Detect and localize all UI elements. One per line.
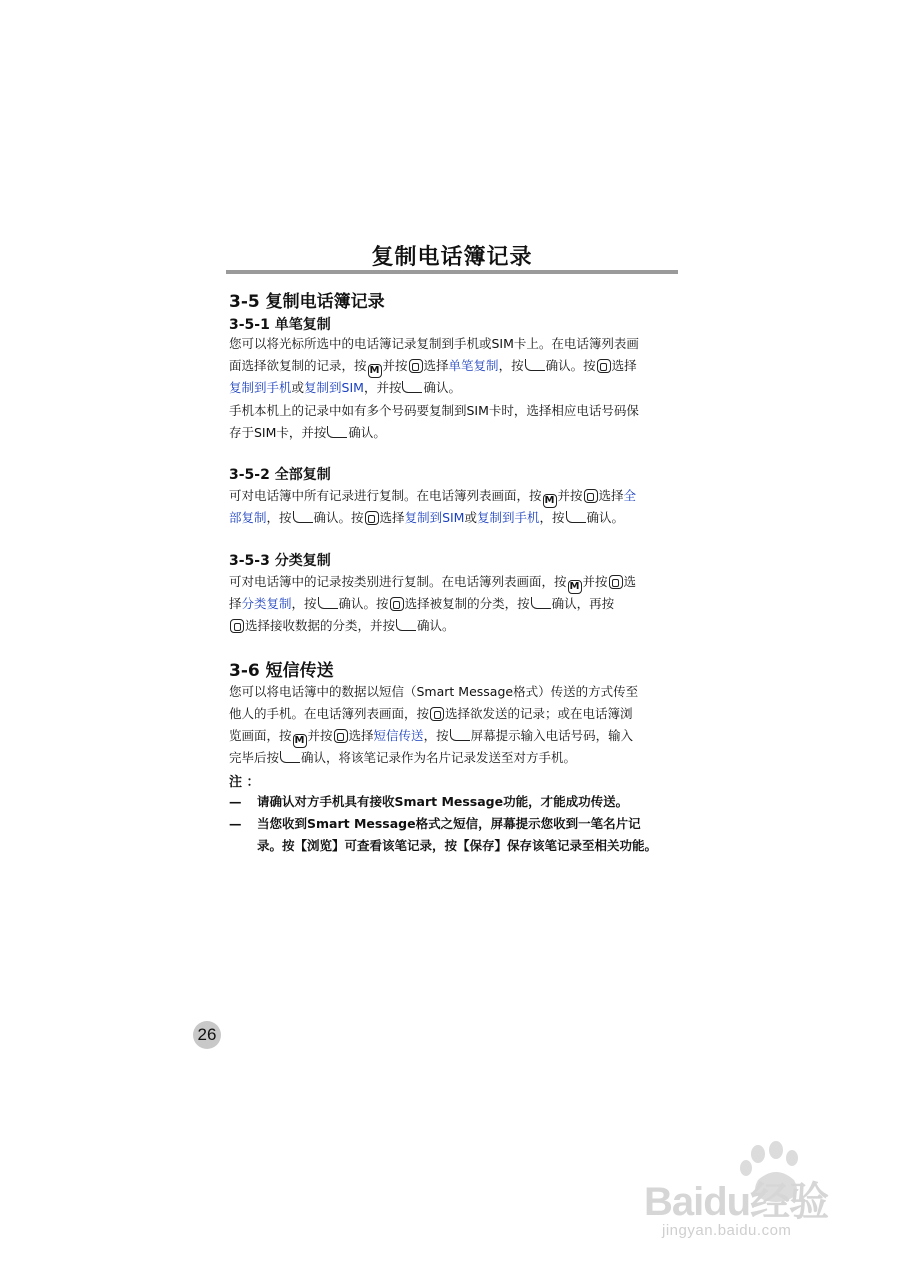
text-span: 确认。按	[545, 358, 596, 373]
text-line: 手机本机上的记录中如有多个号码要复制到SIM卡时，选择相应电话号码保	[229, 403, 639, 418]
text-span: 并按	[582, 574, 608, 589]
text-span: 择	[229, 596, 242, 611]
ok-key-icon	[409, 359, 423, 373]
menu-key-icon: M	[568, 580, 582, 594]
ok-key-icon	[230, 619, 244, 633]
menu-term-link: 单笔复制	[448, 358, 499, 373]
text-span: 确认，再按	[551, 596, 615, 611]
note-list	[229, 791, 689, 857]
watermark-url: jingyan.baidu.com	[662, 1222, 792, 1239]
text-span: 确认。	[348, 425, 386, 440]
page-number-badge: 26	[193, 1021, 221, 1049]
text-span: ，按	[423, 728, 449, 743]
text-span: ，按	[539, 510, 565, 525]
text-span: 选择	[423, 358, 449, 373]
ok-key-icon	[365, 511, 379, 525]
menu-term-link: 短信传送	[373, 728, 424, 743]
page-title: 复制电话簿记录	[371, 245, 533, 270]
text-span: 确认，将该笔记录作为名片记录发送至对方手机。	[301, 750, 577, 765]
call-key-icon	[525, 359, 545, 371]
text-span: ，按	[291, 596, 317, 611]
text-line: 您可以将电话簿中的数据以短信（Smart Message格式）传送的方式传至	[229, 684, 639, 699]
note-item	[229, 813, 689, 835]
paragraph-3-5-1-a	[229, 333, 681, 399]
menu-key-icon: M	[368, 364, 382, 378]
text-span: 存于SIM卡，并按	[229, 425, 327, 440]
dash-bullet: —	[229, 794, 242, 809]
text-span: 选	[623, 574, 637, 589]
text-span: 确认。	[586, 510, 625, 525]
text-span: 完毕后按	[229, 750, 280, 765]
menu-key-icon: M	[543, 494, 557, 508]
section-heading-3-6: 3-6 短信传送	[229, 661, 334, 681]
note-text: 录。按【浏览】可查看该笔记录，按【保存】保存该笔记录至相关功能。	[257, 838, 658, 853]
text-span: 可对电话簿中的记录按类别进行复制。在电话簿列表画面，按	[229, 574, 567, 589]
text-span: 或	[291, 380, 305, 395]
call-key-icon	[531, 597, 551, 609]
call-key-icon	[318, 597, 338, 609]
menu-term-link: 复制到SIM	[304, 380, 364, 395]
text-span: 确认。按	[313, 510, 364, 525]
ok-key-icon	[584, 489, 598, 503]
watermark-logo-text: Baidu经验	[644, 1180, 829, 1224]
menu-term-link: 复制到SIM	[404, 510, 465, 525]
text-span: 选择	[348, 728, 374, 743]
call-key-icon	[327, 426, 347, 438]
text-span: 确认。	[417, 618, 455, 633]
text-span: 选择	[379, 510, 405, 525]
subsection-heading-3-5-1: 3-5-1 单笔复制	[229, 317, 331, 333]
paragraph-3-6	[229, 681, 681, 769]
menu-term-link: 复制到手机	[229, 380, 292, 395]
text-span: ，按	[266, 510, 292, 525]
ok-key-icon	[334, 729, 348, 743]
subsection-heading-3-5-3: 3-5-3 分类复制	[229, 553, 331, 569]
paragraph-3-5-1-b	[229, 400, 681, 444]
text-span: 确认。按	[338, 596, 389, 611]
text-span: 屏幕提示输入电话号码，输入	[470, 728, 634, 743]
section-heading-3-5: 3-5 复制电话簿记录	[229, 292, 385, 312]
call-key-icon	[396, 619, 416, 631]
text-span: 可对电话簿中所有记录进行复制。在电话簿列表画面，按	[229, 488, 542, 503]
text-span: 选择	[598, 488, 624, 503]
text-span: 览画面，按	[229, 728, 292, 743]
call-key-icon	[402, 381, 422, 393]
menu-key-icon: M	[293, 734, 307, 748]
title-rule	[226, 270, 678, 274]
menu-term-link: 分类复制	[241, 596, 292, 611]
note-title: 注 ：	[229, 775, 260, 790]
call-key-icon	[566, 511, 586, 523]
subsection-heading-3-5-2: 3-5-2 全部复制	[229, 467, 331, 483]
note-text: 请确认对方手机具有接收Smart Message功能，才能成功传送。	[257, 794, 629, 809]
text-span: 并按	[382, 358, 408, 373]
text-span: 选择接收数据的分类，并按	[245, 618, 396, 633]
ok-key-icon	[430, 707, 444, 721]
ok-key-icon	[609, 575, 623, 589]
text-span: 他人的手机。在电话簿列表画面，按	[229, 706, 430, 721]
text-span: 选择被复制的分类，按	[404, 596, 530, 611]
text-span: 确认。	[423, 380, 461, 395]
text-span: ，并按	[363, 380, 402, 395]
ok-key-icon	[390, 597, 404, 611]
paragraph-3-5-2	[229, 485, 681, 529]
menu-term-link: 复制到手机	[476, 510, 540, 525]
text-span: 并按	[307, 728, 333, 743]
text-span: ，按	[498, 358, 524, 373]
ok-key-icon	[597, 359, 611, 373]
call-key-icon	[450, 729, 470, 741]
text-span: 或	[464, 510, 477, 525]
text-span: 并按	[557, 488, 583, 503]
text-line: 您可以将光标所选中的电话簿记录复制到手机或SIM卡上。在电话簿列表画	[229, 336, 639, 351]
watermark-logo	[644, 1170, 828, 1227]
text-span: 选择	[611, 358, 637, 373]
dash-bullet: —	[229, 816, 242, 831]
baidu-watermark	[640, 1140, 860, 1250]
note-item-continuation	[229, 835, 689, 857]
note-text: 当您收到Smart Message格式之短信，屏幕提示您收到一笔名片记	[257, 816, 641, 831]
call-key-icon	[293, 511, 313, 523]
text-span: 选择欲发送的记录；或在电话簿浏	[445, 706, 633, 721]
text-span: 面选择欲复制的记录，按	[229, 358, 367, 373]
menu-term-link: 部复制	[229, 510, 267, 525]
note-item	[229, 791, 689, 813]
call-key-icon	[280, 751, 300, 763]
paragraph-3-5-3	[229, 571, 681, 637]
menu-term-link: 全	[623, 488, 637, 503]
